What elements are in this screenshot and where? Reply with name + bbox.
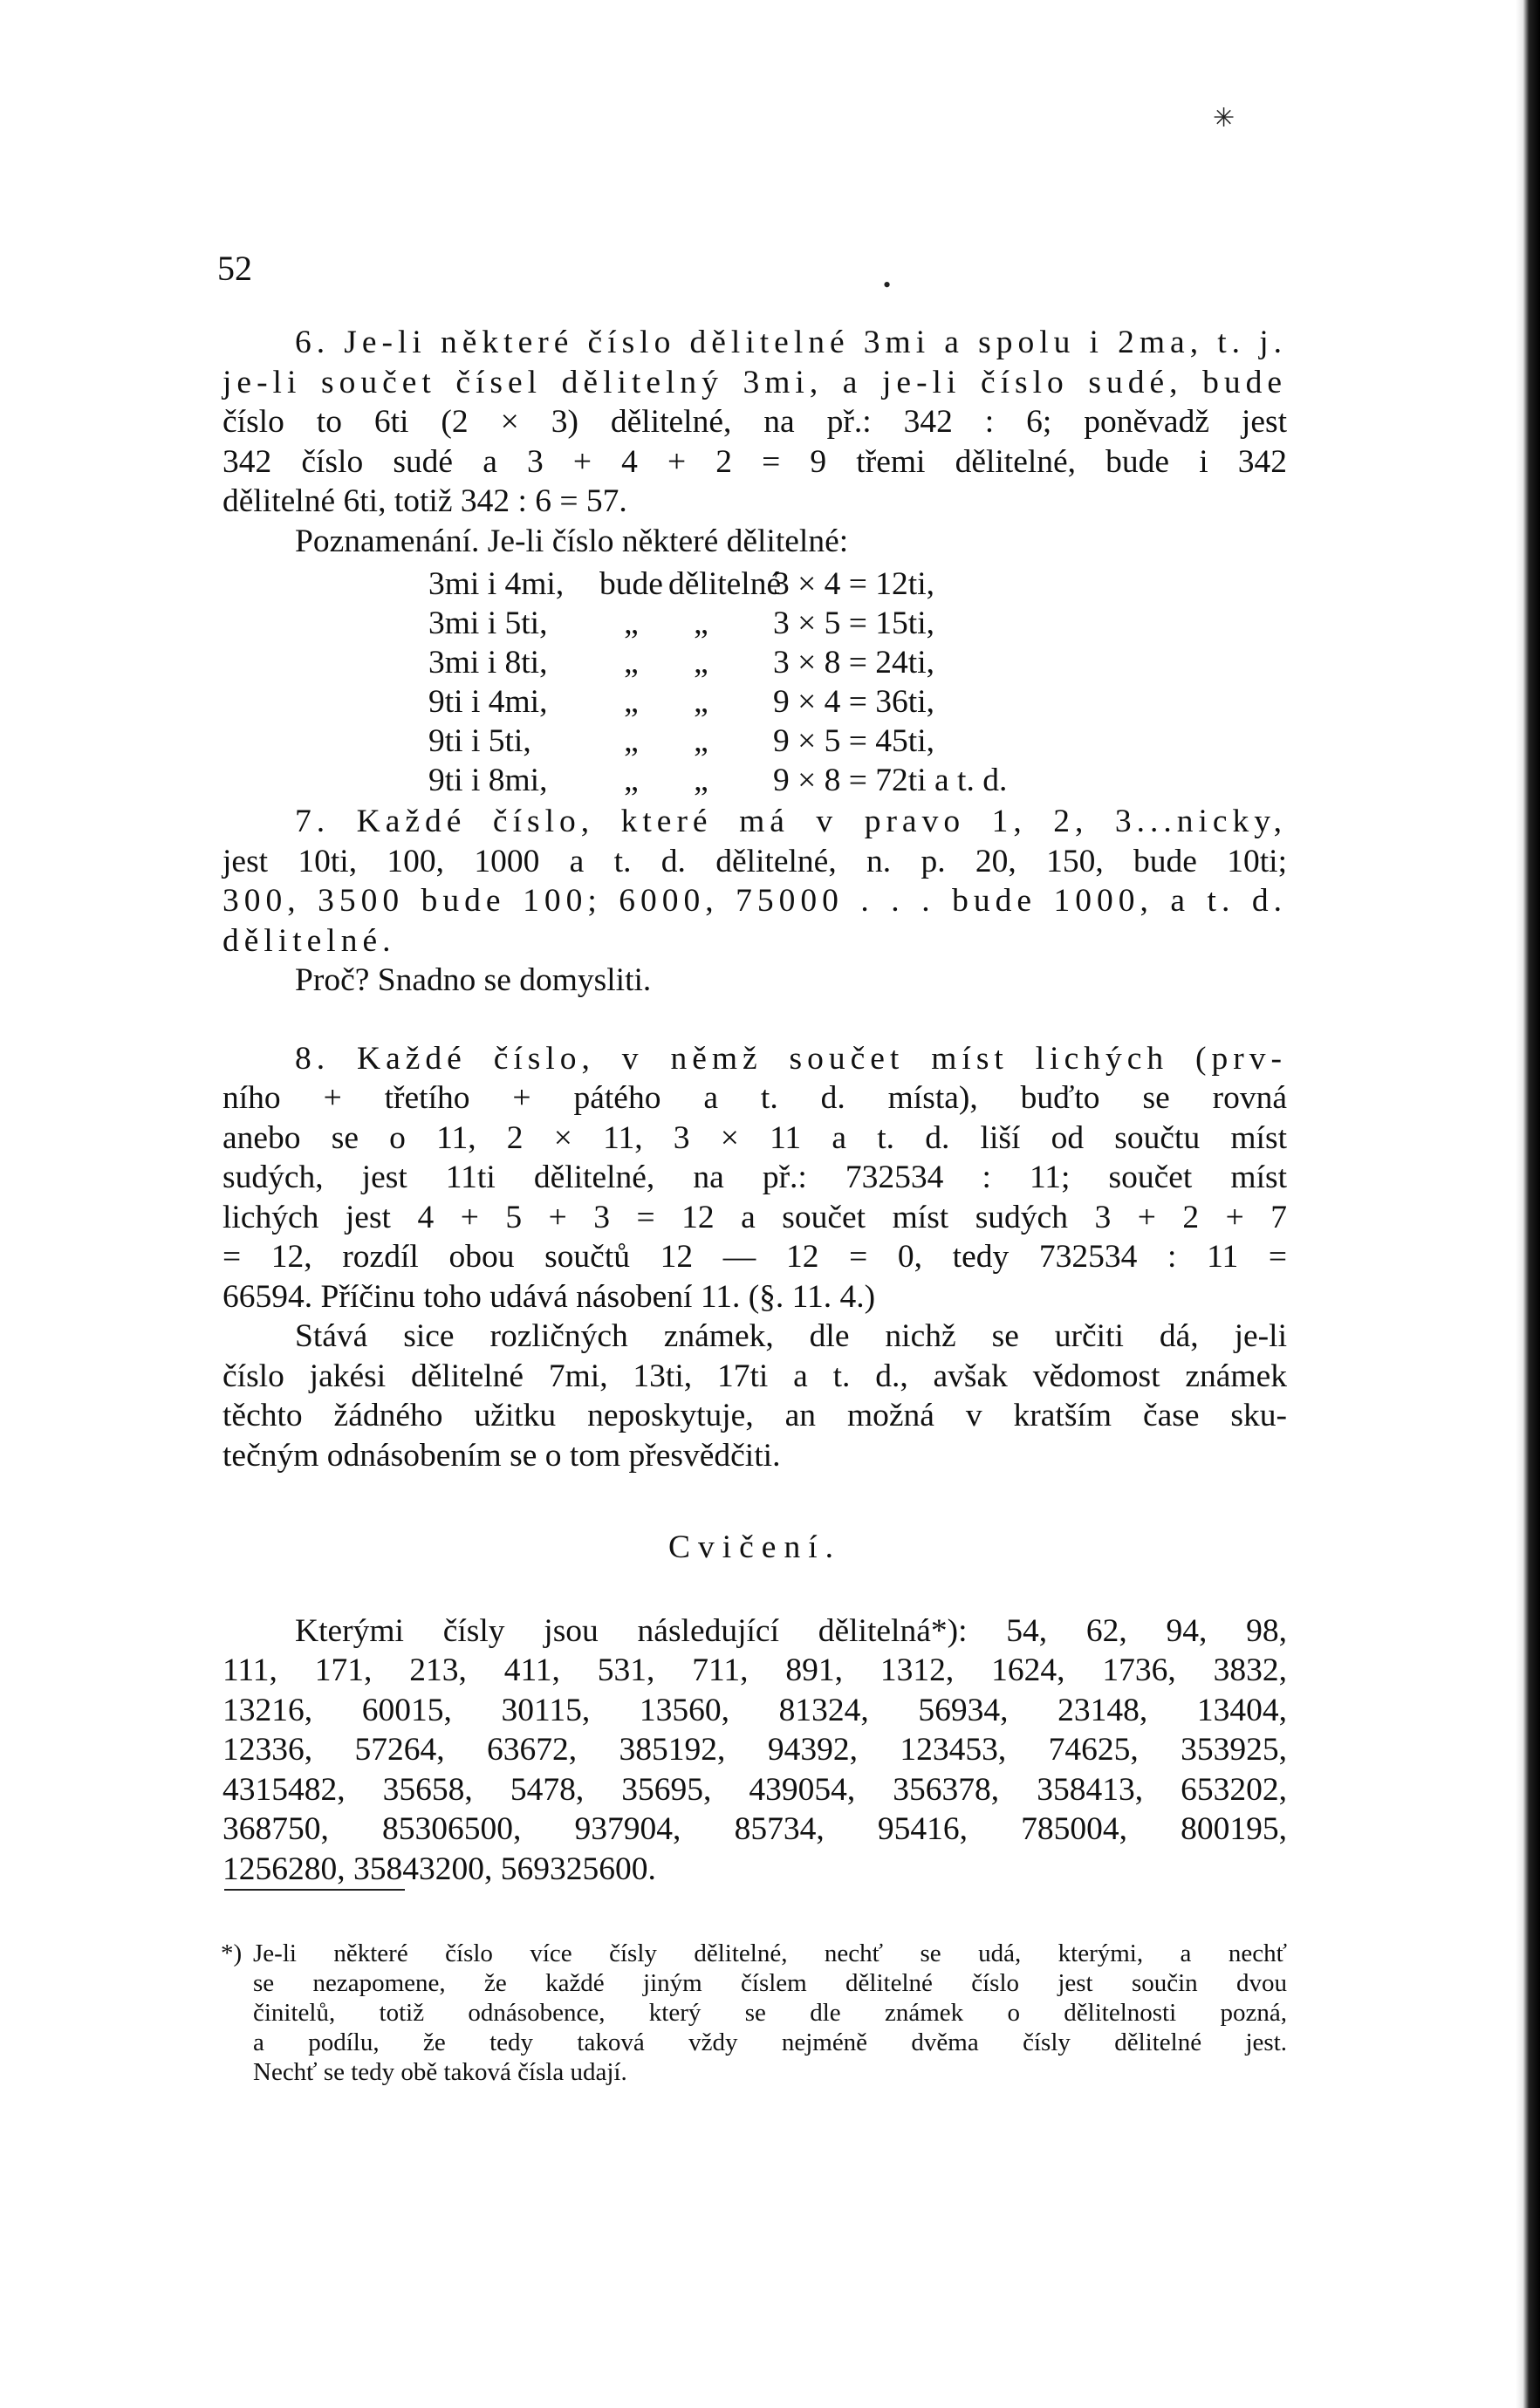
table-cell: 9ti i 4mi,: [428, 684, 548, 720]
table-cell: „: [624, 723, 639, 759]
table-cell: „: [694, 763, 708, 798]
text-line: Kterými čísly jsou následující dělitelná*): 54, 62, 94, 98,: [295, 1612, 1287, 1649]
table-cell: „: [624, 645, 639, 681]
text-line: 300, 3500 bude 100; 6000, 75000 . . . bude 1000, a t. d.: [222, 883, 1287, 919]
exercise-list: [222, 1611, 1287, 1890]
table-cell: dělitelné: [668, 566, 782, 602]
text-line: sudých, jest 11ti dělitelné, na př.: 732534 : 11; součet míst: [222, 1160, 1287, 1195]
text-line: číslo to 6ti (2 × 3) dělitelné, na př.: 342 : 6; poněvadž jest: [222, 404, 1287, 440]
table-cell: 9ti i 5ti,: [428, 723, 531, 759]
text-line: 13216, 60015, 30115, 13560, 81324, 56934, 23148, 13404,: [222, 1692, 1287, 1728]
text-line: 8. Každé číslo, v němž součet míst lichých (prv-: [295, 1040, 1287, 1077]
footnote-line: činitelů, totiž odnásobence, který se dle známek o dělitelnosti pozná,: [253, 1999, 1287, 2027]
text-line: 6. Je-li některé číslo dělitelné 3mi a spolu i 2ma, t. j.: [295, 325, 1287, 360]
table-row: [222, 761, 1287, 800]
text-line: těchto žádného užitku neposkytuje, an možná v kratším čase sku-: [222, 1398, 1287, 1433]
text-line: 66594. Příčinu toho udává násobení 11. (§. 11. 4.): [222, 1278, 876, 1315]
text-line: 1256280, 35843200, 569325600.: [222, 1850, 656, 1887]
table-row: [222, 682, 1287, 722]
text-line: 342 číslo sudé a 3 + 4 + 2 = 9 třemi dělitelné, bude i 342: [222, 443, 1287, 480]
table-cell: 9 × 4 = 36ti,: [773, 684, 935, 720]
text-line: dělitelné 6ti, totiž 342 : 6 = 57.: [222, 483, 627, 519]
footnote-divider: [224, 1889, 405, 1891]
page-number: 52: [217, 249, 252, 288]
exercise-heading: Cvičení.: [667, 1529, 841, 1565]
text-line: 111, 171, 213, 411, 531, 711, 891, 1312, 1624, 1736, 3832,: [222, 1652, 1287, 1688]
table-row: [222, 564, 1287, 604]
table-cell: „: [624, 763, 639, 798]
page-body: [222, 323, 1287, 1889]
table-cell: „: [694, 605, 708, 641]
text-line: 368750, 85306500, 937904, 85734, 95416, 785004, 800195,: [222, 1811, 1287, 1847]
table-cell: 9 × 8 = 72ti a t. d.: [773, 763, 1008, 798]
table-cell: 3 × 8 = 24ti,: [773, 645, 935, 681]
paragraph-8: [222, 1039, 1287, 1317]
spacer: [222, 1001, 1287, 1039]
table-cell: „: [694, 684, 708, 720]
paragraph-8b: [222, 1317, 1287, 1475]
text-line: ního + třetího + pátého a t. d. místa), buďto se rovná: [222, 1080, 1287, 1116]
text-line: 7. Každé číslo, které má v pravo 1, 2, 3...nicky,: [295, 804, 1287, 839]
text-line: tečným odnásobením se o tom přesvědčiti.: [222, 1437, 781, 1474]
table-cell: 3mi i 8ti,: [428, 645, 548, 681]
table-cell: „: [624, 684, 639, 720]
footnote-mark: *): [221, 1939, 243, 1967]
text-line: číslo jakési dělitelné 7mi, 13ti, 17ti a t. d., avšak vědomost známek: [222, 1358, 1287, 1394]
table-cell: 3 × 4 = 12ti,: [773, 566, 935, 602]
table-row: [222, 604, 1287, 643]
text-line: 12336, 57264, 63672, 385192, 94392, 123453, 74625, 353925,: [222, 1732, 1287, 1768]
note-intro: Poznamenání. Je-li číslo některé dělitelné:: [295, 523, 849, 559]
table-cell: 3mi i 5ti,: [428, 605, 548, 641]
footnote-line: Je-li některé číslo více čísly dělitelné, nechť se udá, kterými, a nechť: [253, 1939, 1287, 1967]
table-cell: „: [624, 605, 639, 641]
table-row: [222, 643, 1287, 682]
table-cell: 3mi i 4mi,: [428, 566, 565, 602]
table-cell: 9ti i 8mi,: [428, 763, 548, 798]
ink-mark-top: ✳: [1213, 104, 1235, 133]
paragraph-6: [222, 323, 1287, 522]
text-line: 4315482, 35658, 5478, 35695, 439054, 356378, 358413, 653202,: [222, 1771, 1287, 1808]
text-line: Stává sice rozličných známek, dle nichž se určiti dá, je-li: [295, 1318, 1287, 1354]
note-table: [222, 564, 1287, 800]
text-line: lichých jest 4 + 5 + 3 = 12 a součet míst sudých 3 + 2 + 7: [222, 1199, 1287, 1235]
page-edge-shadow: [1516, 0, 1540, 2408]
table-cell: „: [694, 723, 708, 759]
text-line: je-li součet čísel dělitelný 3mi, a je-li číslo sudé, bude: [222, 364, 1287, 400]
footnote-line: se nezapomene, že každé jiným číslem dělitelné číslo jest součin dvou: [253, 1969, 1287, 1997]
footnote-line: a podílu, že tedy taková vždy nejméně dvěma čísly dělitelné jest.: [253, 2028, 1287, 2056]
table-cell: 3 × 5 = 15ti,: [773, 605, 935, 641]
ink-mark-center: •: [883, 272, 892, 298]
text-line: anebo se o 11, 2 × 11, 3 × 11 a t. d. liší od součtu míst: [222, 1119, 1287, 1156]
text-line: = 12, rozdíl obou součtů 12 — 12 = 0, tedy 732534 : 11 =: [222, 1239, 1287, 1275]
table-cell: bude: [599, 566, 663, 602]
footnote-line: Nechť se tedy obě taková čísla udají.: [253, 2058, 627, 2086]
text-line: Proč? Snadno se domysliti.: [295, 962, 652, 998]
text-line: jest 10ti, 100, 1000 a t. d. dělitelné, n. p. 20, 150, bude 10ti;: [222, 843, 1287, 879]
footnote: [221, 1939, 1287, 2087]
table-cell: 9 × 5 = 45ti,: [773, 723, 935, 759]
table-row: [222, 722, 1287, 761]
table-cell: „: [694, 645, 708, 681]
text-line: dělitelné.: [222, 922, 396, 959]
paragraph-7: [222, 802, 1287, 961]
